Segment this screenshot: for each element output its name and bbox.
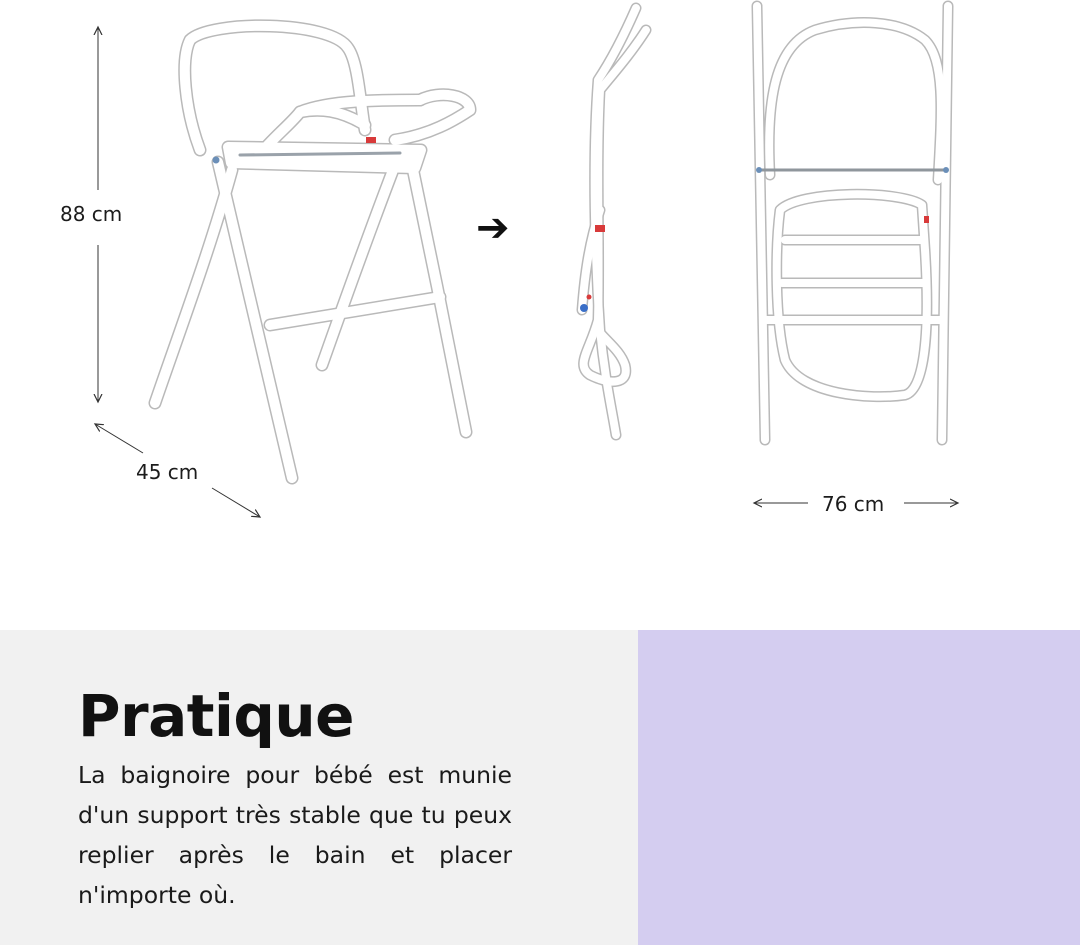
- stand-unfolded-view: [155, 26, 470, 478]
- fold-arrow-icon: ➔: [476, 205, 510, 251]
- depth-label: 45 cm: [136, 460, 199, 484]
- stand-folded-view: [580, 8, 646, 435]
- height-label: 88 cm: [60, 202, 123, 226]
- feature-title: Pratique: [78, 682, 355, 750]
- feature-description: La baignoire pour bébé est munie d'un support très stable que tu peux replier après le bain et placer n'importe où.: [78, 761, 512, 909]
- width-label: 76 cm: [822, 492, 885, 516]
- lavender-accent-panel: [638, 630, 1080, 945]
- stand-front-view: [756, 6, 949, 440]
